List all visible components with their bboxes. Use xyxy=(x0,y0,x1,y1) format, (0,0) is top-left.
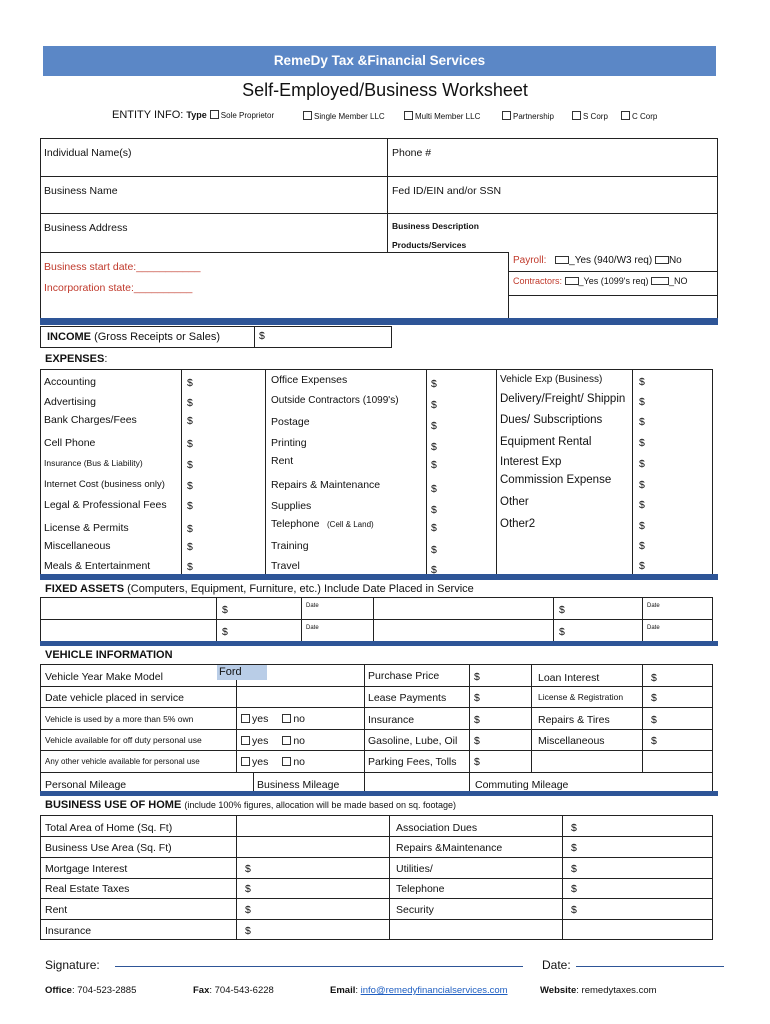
checkbox-icon[interactable] xyxy=(404,111,413,120)
home-amount-field[interactable]: $ xyxy=(571,863,577,875)
home-label: Real Estate Taxes xyxy=(45,883,130,895)
home-label: Rent xyxy=(45,904,68,916)
asset-amount-field[interactable]: $ xyxy=(559,626,565,638)
fixed-assets-title: FIXED ASSETS (Computers, Equipment, Furniture, etc.) Include Date Placed in Service xyxy=(45,583,474,595)
contractors-yes-label: _Yes (1099's req) xyxy=(578,276,649,286)
expense-label: Printing xyxy=(271,437,307,449)
yes-checkbox[interactable] xyxy=(241,714,250,723)
expense-label: Bank Charges/Fees xyxy=(44,414,137,426)
expenses-title: EXPENSES: xyxy=(45,353,108,365)
expense-label: Repairs & Maintenance xyxy=(271,479,381,491)
contractors-label: Contractors: xyxy=(513,276,563,286)
yes-checkbox[interactable] xyxy=(241,736,250,745)
expense-amount-field[interactable]: $ xyxy=(639,479,645,491)
parking-fees-field[interactable]: $ xyxy=(474,756,480,768)
home-label: Insurance xyxy=(45,925,92,937)
yes-checkbox[interactable] xyxy=(241,757,250,766)
expense-amount-field[interactable]: $ xyxy=(639,560,645,572)
expense-amount-field[interactable]: $ xyxy=(431,564,437,576)
checkbox-sole-proprietor[interactable] xyxy=(210,110,219,119)
expense-amount-field[interactable]: $ xyxy=(187,523,193,535)
expense-amount-field[interactable]: $ xyxy=(431,544,437,556)
home-amount-field[interactable]: $ xyxy=(245,863,251,875)
parking-fees-label: Parking Fees, Tolls xyxy=(368,756,457,768)
expense-label: Office Expenses xyxy=(271,374,348,386)
expense-label: Insurance (Bus & Liability) xyxy=(44,458,143,468)
expense-amount-field[interactable]: $ xyxy=(431,522,437,534)
expense-label: Accounting xyxy=(44,376,96,388)
home-amount-field[interactable]: $ xyxy=(571,883,577,895)
vehicle-title: VEHICLE INFORMATION xyxy=(45,649,173,661)
checkbox-icon[interactable] xyxy=(502,111,511,120)
home-label: Total Area of Home (Sq. Ft) xyxy=(45,822,173,834)
asset-date-field[interactable]: Date xyxy=(306,625,319,631)
vehicle-misc-label: Miscellaneous xyxy=(538,735,605,747)
home-label: Mortgage Interest xyxy=(45,863,128,875)
expense-amount-field[interactable]: $ xyxy=(187,561,193,573)
expense-label: Internet Cost (business only) xyxy=(44,479,165,490)
fed-id-field[interactable]: Fed ID/EIN and/or SSN xyxy=(392,185,502,197)
no-checkbox[interactable] xyxy=(282,714,291,723)
no-checkbox[interactable] xyxy=(282,736,291,745)
email-contact: Email: info@remedyfinancialservices.com xyxy=(330,985,508,996)
payroll-no-label: No xyxy=(668,255,682,266)
home-amount-field[interactable]: $ xyxy=(571,904,577,916)
license-registration-field[interactable]: $ xyxy=(651,692,657,704)
payroll-row xyxy=(513,255,682,266)
income-amount-field[interactable]: $ xyxy=(259,330,265,342)
expense-label: Dues/ Subscriptions xyxy=(500,414,603,426)
home-amount-field[interactable]: $ xyxy=(571,842,577,854)
company-banner: RemeDy Tax &Financial Services xyxy=(43,46,716,76)
payroll-no-checkbox[interactable] xyxy=(655,256,669,264)
expense-label: Other xyxy=(500,496,529,508)
loan-interest-label: Loan Interest xyxy=(538,672,600,684)
expense-amount-field[interactable]: $ xyxy=(431,378,437,390)
business-description-field[interactable]: Business Description xyxy=(392,221,479,231)
signature-line[interactable] xyxy=(115,966,523,967)
vehicle-insurance-field[interactable]: $ xyxy=(474,714,480,726)
yes-no-group: yes no xyxy=(241,713,305,725)
checkbox-icon[interactable] xyxy=(572,111,581,120)
business-mileage-field[interactable]: Business Mileage xyxy=(257,779,340,791)
expense-label: Supplies xyxy=(271,500,312,512)
expense-amount-field[interactable]: $ xyxy=(639,396,645,408)
expense-label: Commission Expense xyxy=(500,474,612,486)
expense-label: Postage xyxy=(271,416,310,428)
home-amount-field[interactable]: $ xyxy=(245,925,251,937)
expense-amount-field[interactable]: $ xyxy=(639,437,645,449)
home-title: BUSINESS USE OF HOME (include 100% figures, allocation will be made based on sq. footage) xyxy=(45,799,457,811)
section-divider xyxy=(40,574,718,580)
asset-date-field[interactable]: Date xyxy=(306,603,319,609)
expense-amount-field[interactable]: $ xyxy=(639,458,645,470)
expense-amount-field[interactable]: $ xyxy=(639,520,645,532)
purchase-price-label: Purchase Price xyxy=(368,670,440,682)
contractors-no-checkbox[interactable] xyxy=(651,277,669,285)
section-divider xyxy=(40,318,718,325)
asset-amount-field[interactable]: $ xyxy=(559,604,565,616)
contractors-no-label: _NO xyxy=(669,276,688,286)
fax-contact: Fax: 704-543-6228 xyxy=(193,985,274,996)
expense-amount-field[interactable]: $ xyxy=(187,480,193,492)
license-registration-label: License & Registration xyxy=(538,692,624,702)
home-label: Security xyxy=(396,904,434,916)
expense-amount-field[interactable]: $ xyxy=(431,399,437,411)
expense-amount-field[interactable]: $ xyxy=(431,504,437,516)
expense-label: Travel xyxy=(271,560,300,572)
entity-type-label: Type xyxy=(186,110,207,120)
expense-amount-field[interactable]: $ xyxy=(431,420,437,432)
lease-payments-field[interactable]: $ xyxy=(474,692,480,704)
asset-date-field[interactable]: Date xyxy=(647,603,660,609)
other-vehicle-personal-use-label: Any other vehicle available for personal use xyxy=(45,757,200,766)
telephone-note: (Cell & Land) xyxy=(327,520,374,529)
home-amount-field[interactable]: $ xyxy=(245,904,251,916)
payroll-label: Payroll: xyxy=(513,255,547,266)
expense-label: Rent xyxy=(271,455,294,467)
option-label: Sole Proprietor xyxy=(220,111,275,120)
repairs-tires-field[interactable]: $ xyxy=(651,714,657,726)
yes-no-group: yes no xyxy=(241,756,305,768)
expense-amount-field[interactable]: $ xyxy=(639,416,645,428)
vehicle-year-make-model-label: Vehicle Year Make Model xyxy=(45,671,163,683)
business-address-field[interactable]: Business Address xyxy=(44,222,128,234)
expense-label: Legal & Professional Fees xyxy=(44,499,167,511)
expense-amount-field[interactable]: $ xyxy=(431,459,437,471)
option-c-corp[interactable]: C Corp xyxy=(621,111,657,121)
expense-label: License & Permits xyxy=(44,522,129,534)
form-title: Self-Employed/Business Worksheet xyxy=(242,80,528,100)
expense-amount-field[interactable]: $ xyxy=(187,377,193,389)
contractors-row xyxy=(513,276,688,286)
business-name-field[interactable]: Business Name xyxy=(44,185,118,197)
expense-label: Meals & Entertainment xyxy=(44,560,151,572)
home-amount-field[interactable]: $ xyxy=(571,822,577,834)
incorporation-state-field[interactable]: Incorporation state:__________ xyxy=(44,282,193,294)
products-services-field[interactable]: Products/Services xyxy=(392,240,467,250)
expense-label: Cell Phone xyxy=(44,437,96,449)
vehicle-misc-field[interactable]: $ xyxy=(651,735,657,747)
section-divider xyxy=(40,641,718,646)
expense-label: Miscellaneous xyxy=(44,540,111,552)
commuting-mileage-field[interactable]: Commuting Mileage xyxy=(475,779,569,791)
expense-label: Interest Exp xyxy=(500,456,562,468)
entity-row xyxy=(112,109,274,121)
income-label: INCOME (Gross Receipts or Sales) xyxy=(47,331,220,343)
individual-names-field[interactable]: Individual Name(s) xyxy=(44,147,132,159)
expense-amount-field[interactable]: $ xyxy=(431,483,437,495)
purchase-price-field[interactable]: $ xyxy=(474,671,480,683)
checkbox-icon[interactable] xyxy=(621,111,630,120)
expense-label: Delivery/Freight/ Shippin xyxy=(500,393,626,405)
expense-label: Telephone xyxy=(271,518,320,530)
home-label: Association Dues xyxy=(396,822,478,834)
off-duty-personal-use-label: Vehicle available for off duty personal use xyxy=(45,735,202,745)
email-link[interactable]: info@remedyfinancialservices.com xyxy=(360,985,508,996)
loan-interest-field[interactable]: $ xyxy=(651,672,657,684)
used-by-5pct-owner-label: Vehicle is used by a more than 5% own xyxy=(45,714,194,724)
asset-amount-field[interactable]: $ xyxy=(222,626,228,638)
date-line[interactable] xyxy=(576,966,724,967)
expense-label: Other2 xyxy=(500,518,536,530)
yes-no-group: yes no xyxy=(241,735,305,747)
date-placed-in-service-label: Date vehicle placed in service xyxy=(45,692,184,704)
expense-label: Vehicle Exp (Business) xyxy=(500,374,603,385)
expense-amount-field[interactable]: $ xyxy=(187,541,193,553)
lease-payments-label: Lease Payments xyxy=(368,692,447,704)
payroll-yes-label: _Yes (940/W3 req) xyxy=(569,255,653,266)
expense-amount-field[interactable]: $ xyxy=(431,441,437,453)
phone-field[interactable]: Phone # xyxy=(392,147,432,159)
expense-label: Training xyxy=(271,540,309,552)
expense-amount-field[interactable]: $ xyxy=(187,397,193,409)
gasoline-label: Gasoline, Lube, Oil xyxy=(368,735,458,747)
option-multi-llc[interactable]: Multi Member LLC xyxy=(404,111,480,121)
no-checkbox[interactable] xyxy=(282,757,291,766)
signature-label: Signature: xyxy=(45,958,100,972)
expense-amount-field[interactable]: $ xyxy=(187,438,193,450)
expense-amount-field[interactable]: $ xyxy=(639,540,645,552)
date-label: Date: xyxy=(542,958,571,972)
contractors-yes-checkbox[interactable] xyxy=(565,277,579,285)
gasoline-field[interactable]: $ xyxy=(474,735,480,747)
payroll-yes-checkbox[interactable] xyxy=(555,256,569,264)
home-amount-field[interactable]: $ xyxy=(245,883,251,895)
vehicle-model-value[interactable]: Ford xyxy=(217,665,267,680)
home-label: Utilities/ xyxy=(396,863,433,875)
expense-amount-field[interactable]: $ xyxy=(639,376,645,388)
option-partnership[interactable]: Partnership xyxy=(502,111,554,121)
personal-mileage-field[interactable]: Personal Mileage xyxy=(45,779,127,791)
option-single-llc[interactable]: Single Member LLC xyxy=(303,111,385,121)
entity-label: ENTITY INFO: xyxy=(112,109,184,121)
checkbox-icon[interactable] xyxy=(303,111,312,120)
expense-label: Outside Contractors (1099's) xyxy=(271,395,399,406)
asset-amount-field[interactable]: $ xyxy=(222,604,228,616)
repairs-tires-label: Repairs & Tires xyxy=(538,714,610,726)
expense-amount-field[interactable]: $ xyxy=(639,499,645,511)
asset-date-field[interactable]: Date xyxy=(647,625,660,631)
business-start-date-field[interactable]: Business start date:___________ xyxy=(44,261,201,273)
expense-amount-field[interactable]: $ xyxy=(187,459,193,471)
office-contact: Office: 704-523-2885 xyxy=(45,985,137,996)
home-label: Business Use Area (Sq. Ft) xyxy=(45,842,172,854)
option-s-corp[interactable]: S Corp xyxy=(572,111,608,121)
expense-label: Advertising xyxy=(44,396,96,408)
expense-amount-field[interactable]: $ xyxy=(187,500,193,512)
home-label: Repairs &Maintenance xyxy=(396,842,503,854)
expense-amount-field[interactable]: $ xyxy=(187,415,193,427)
home-label: Telephone xyxy=(396,883,445,895)
section-divider xyxy=(40,791,718,796)
vehicle-insurance-label: Insurance xyxy=(368,714,415,726)
expense-label: Equipment Rental xyxy=(500,436,592,448)
website-contact: Website: remedytaxes.com xyxy=(540,985,657,996)
